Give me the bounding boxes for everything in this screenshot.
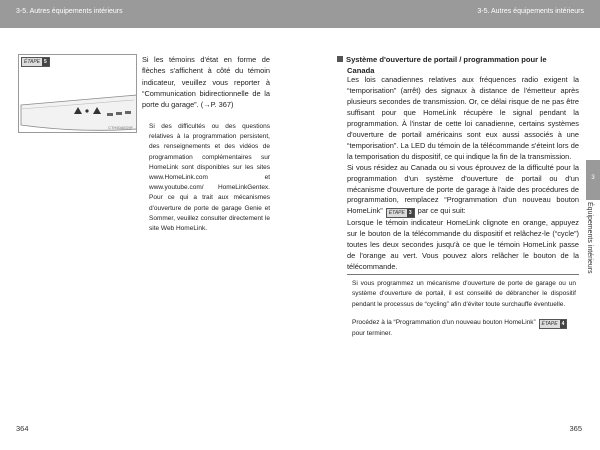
note-1: Si vous programmez un mécanisme d'ouverture de porte de garage ou un système d'ouverture de portail, il est conseillé de débrancher le dispositif pendant le processus de “cycling” afin d'éviter toute surchauffe éventuelle.	[352, 280, 576, 308]
note-2-start: Procédez à la “Programmation d'un nouveau bouton HomeLink”	[352, 319, 536, 326]
section-title-line1: Système d'ouverture de portail / programmation pour le	[346, 55, 547, 64]
page-number-right: 365	[569, 424, 582, 433]
left-main-text: Si les témoins d'état en forme de flèches s'affichent à côté du témoin indicateur, veuillez vous reporter à “Communication bidirectionnelle de la porte du garage”. (→P. 367)	[142, 55, 270, 110]
header-right: 3-5. Autres équipements intérieurs	[477, 8, 584, 15]
step-badge-inline-label: ÉTAPE	[388, 210, 405, 217]
step-badge-note	[539, 319, 568, 329]
note-2	[352, 318, 576, 339]
header-left: 3-5. Autres équipements intérieurs	[16, 8, 123, 15]
step-badge-inline	[386, 208, 415, 218]
left-note-text: Si des difficultés ou des questions relatives à la programmation persistent, des renseignements et des vidéos de programmation complémentaires sur HomeLink sont disponibles sur les sites www.HomeLink.com et www.youtube.com/ HomeLinkGentex. Pour ce qui a trait aux mécanismes d'ouverture de porte de garage Genie et Sommer, veuillez consulter directement le site Web HomeLink.	[149, 123, 270, 233]
page-number-left: 364	[16, 424, 29, 433]
section-square-icon	[337, 56, 343, 62]
paragraph-1: Les lois canadiennes relatives aux fréquences radio exigent la “temporisation” (arrêt) des signaux à distance de l'émetteur après plusieurs secondes de transmission. Or, ce délai risque de ne pas être suffisant pour que HomeLink récupère le signal pendant la programmation. À l'instar de cette loi canadienne, certains systèmes d'ouverture de portail américains sont eux aussi associés à une “temporisation”. La LED du témoin de la télécommande s'éteint lors de la temporisation du dispositif, ce qui indique la fin de la transmission.	[347, 75, 579, 161]
step-badge-number: 5	[44, 59, 47, 65]
chapter-tab-label: Équipements intérieurs	[586, 202, 593, 274]
step-badge-note-label: ÉTAPE	[541, 321, 558, 327]
section-title-line2: Canada	[347, 66, 375, 75]
right-body	[347, 75, 579, 273]
step-badge-label: ÉTAPE	[24, 59, 41, 65]
paragraph-2-start: Si vous résidez au Canada ou si vous éprouvez de la difficulté pour la programmation d'un système d'ouverture de portail ou d'un mécanisme d'ouverture de porte de garage à l'aide des procédures de programmation, remplacez “Programmation d'un nouveau bouton HomeLink”	[347, 162, 579, 216]
note-2-end: pour terminer.	[352, 330, 393, 337]
header-bar	[0, 0, 600, 28]
figure-code: CTH50AE09F	[108, 125, 133, 130]
chapter-tab	[586, 160, 600, 200]
step-badge-inline-number: 3	[408, 210, 412, 217]
step-badge-note-number: 4	[561, 321, 565, 327]
paragraph-2-end: par ce qui suit:	[415, 206, 466, 216]
notes-box	[347, 274, 579, 353]
step-badge	[21, 57, 50, 67]
section-title	[337, 54, 577, 76]
chapter-tab-number: 3	[591, 175, 595, 181]
paragraph-3: Lorsque le témoin indicateur HomeLink clignote en orange, appuyez sur le bouton de la télécommande du dispositif et relâchez-le (“cycle”) toutes les deux secondes jusqu'à ce que le témoin HomeLink passe de l'orange au vert. Vous pouvez alors relâcher le bouton de la télécommande.	[347, 218, 579, 272]
mirror-figure	[18, 54, 137, 133]
